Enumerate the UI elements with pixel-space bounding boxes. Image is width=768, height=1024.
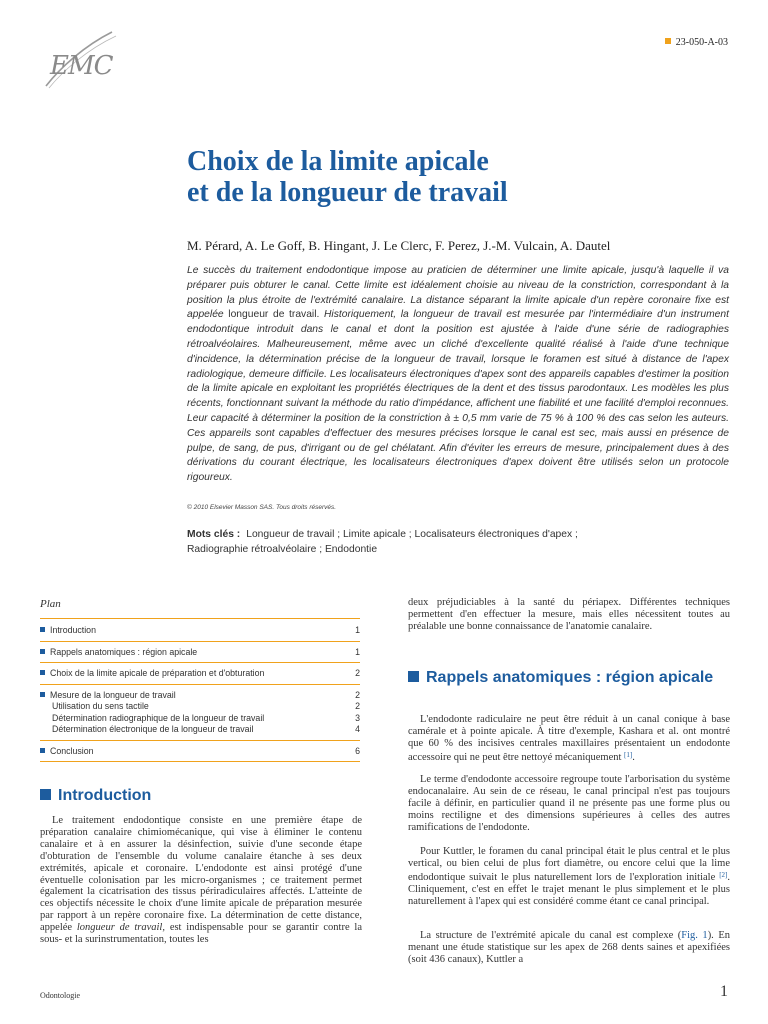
keywords (187, 527, 617, 557)
rappels-paragraph-2 (408, 774, 730, 834)
plan-item-page: 1 (355, 646, 360, 657)
article-reference (665, 37, 728, 48)
plan-subitem-label: Détermination radiographique de la longueur de travail (52, 712, 265, 723)
rappels-paragraph-1 (408, 714, 730, 764)
plan-subitem-page: 3 (355, 712, 360, 723)
abstract-term: longueur de travail. (228, 309, 320, 321)
orange-square-icon (665, 38, 671, 44)
plan-item-conclusion[interactable] (40, 745, 360, 763)
plan-item-rappels[interactable] (40, 646, 360, 664)
plan-item-page: 2 (355, 668, 360, 678)
plan-item-page: 2 (355, 689, 360, 700)
footer-section-name: Odontologie (40, 991, 80, 1000)
abstract-text-1: Le succès du traitement endodontique impose au praticien de déterminer une limite apicale, jusqu'à laquelle il va préparer puis obturer le canal. Cette limite est idéalement choisie au niveau de la constriction, correspondant à la position la plus étroite de l'extrémité canalaire. La distance séparant la limite apicale d'un repère coronaire fixe est appelée (187, 265, 729, 321)
plan-title: Plan (40, 598, 360, 619)
plan-list (40, 624, 360, 762)
plan-item-page: 6 (355, 745, 360, 756)
plan-subitem-page: 2 (355, 701, 360, 711)
emc-logo-graphic (40, 28, 120, 90)
rappels-p3-end: . Cliniquement, c'est en effet le trajet menant le plus simplement et le plus naturellement à l'apex qui est considéré comme étant ce canal principal. (408, 871, 731, 907)
introduction-text-1: Le traitement endodontique consiste en une première étape de préparation canalaire chimiomécanique, qui vise à éliminer le contenu canalaire et à en assurer la désinfection, suivie d'une seconde étape d'obturation de l'ensemble du volume canalaire étanche à ses deux extrémités, apicale et coronaire. L'endodonte est ainsi protégé d'une éventuelle colonisation par les micro-organismes ; ce traitement permet également la cicatrisation des tissus périradiculaires affectés. L'atteinte de ces objectifs nécessite le choix d'une limite apicale de préparation mesurée par rapport à un repère coronaire fixe. La détermination de cette distance, appelée (40, 815, 362, 934)
right-column-top-text: deux préjudiciables à la santé du périapex. Différentes techniques permettent d'en effectuer la mesure, mais elles nécessitent toutes au préalable une bonne connaissance de l'anatomie canalaire. (408, 597, 730, 632)
page-number: 1 (720, 983, 728, 1000)
introduction-text-2: est indispensable pour se garantir contre la sous- et la surinstrumentation, toutes les (40, 922, 363, 946)
blue-square-icon (40, 649, 45, 654)
rappels-p3-text: Pour Kuttler, le foramen du canal principal était le plus central et le plus vertical, ou bien celui de plus fort diamètre, ou encore celui que la lime endodontique suivait le plus naturellement lors de l'exploration initiale (408, 846, 730, 883)
rappels-heading-text: Rappels anatomiques : région apicale (426, 669, 714, 686)
rappels-p1-text: L'endodonte radiculaire ne peut être réduit à un canal conique à base camérale et à pointe apicale. À titre d'exemple, Kashara et al. ont montré que 60 % des incisives centrales maxillaires présentaient un endodonte accessoire qui ne peut être nettoyé mécaniquement (408, 714, 730, 763)
plan-item-page: 1 (355, 625, 360, 635)
copyright-notice: © 2010 Elsevier Masson SAS. Tous droits réservés. (187, 504, 337, 511)
rappels-p4-end: ). En menant une étude statistique sur les apex de 268 dents saines et apexifiées (soit 436 canaux), Kuttler a (408, 930, 730, 965)
introduction-heading (40, 786, 360, 806)
plan-item-label: Mesure de la longueur de travail (50, 689, 176, 700)
plan-item-label: Rappels anatomiques : région apicale (50, 646, 198, 657)
plan-subitem-label: Détermination électronique de la longueur de travail (52, 724, 254, 734)
citation-ref-2[interactable]: [2] (719, 870, 728, 879)
plan-item-label: Conclusion (50, 745, 94, 756)
rappels-paragraph-3 (408, 846, 730, 908)
figure-link[interactable]: Fig. 1 (681, 930, 708, 941)
blue-square-icon (40, 670, 45, 675)
title-line-2: et de la longueur de travail (187, 177, 508, 208)
plan-item-mesure[interactable] (40, 689, 360, 702)
plan-item-label: Choix de la limite apicale de préparation et d'obturation (50, 668, 265, 678)
plan-subitem-page: 4 (355, 724, 360, 734)
plan-subitem-radiographique[interactable] (40, 713, 360, 725)
blue-square-icon (40, 789, 51, 800)
plan-subitem-label: Utilisation du sens tactile (52, 701, 149, 711)
citation-ref-1[interactable]: [1] (624, 750, 633, 759)
plan-item-introduction[interactable] (40, 624, 360, 642)
svg-text:EMC: EMC (50, 51, 113, 81)
rappels-p2-text: Le terme d'endodonte accessoire regroupe toute l'arborisation du système endocanalaire. Au sein de ce réseau, le canal principal n'est pas toujours facile à définir, en particulier quand il ne présente pas une forme plus ou moins rectiligne et des dimensions supérieures à celles des autres ramifications de l'endodonte. (408, 774, 730, 833)
blue-square-icon (40, 627, 45, 632)
emc-logo (40, 28, 120, 90)
introduction-text (40, 815, 362, 946)
plan-group-mesure (40, 689, 360, 741)
blue-square-icon (408, 671, 419, 682)
keywords-list: Longueur de travail ; Limite apicale ; Localisateurs électroniques d'apex ; Radiographie rétroalvéolaire ; Endodontie (187, 529, 578, 555)
introduction-term: longueur de travail, (76, 922, 165, 934)
plan-subitem-electronique[interactable] (40, 724, 360, 736)
article-title (187, 146, 727, 208)
rappels-heading (408, 668, 730, 688)
blue-square-icon (40, 692, 45, 697)
keywords-label: Mots clés : (187, 529, 241, 540)
reference-code: 23-050-A-03 (675, 37, 728, 48)
abstract (187, 264, 729, 486)
plan-subitem-sens-tactile[interactable] (40, 701, 360, 713)
rappels-p1-end: . (632, 751, 635, 763)
rappels-p4-text: La structure de l'extrémité apicale du canal est complexe ( (420, 930, 682, 941)
author-list: M. Pérard, A. Le Goff, B. Hingant, J. Le Clerc, F. Perez, J.-M. Vulcain, A. Dautel (187, 238, 611, 253)
table-of-contents (40, 598, 360, 762)
plan-item-choix[interactable] (40, 667, 360, 685)
plan-item-label: Introduction (50, 625, 96, 635)
rappels-paragraph-4 (408, 930, 730, 966)
abstract-text-2: Historiquement, la longueur de travail est mesurée par l'intermédiaire d'un instrument endodontique introduit dans le canal et dont la position est ajustée à l'aide d'une série de radiographies rétroalvéolaires. Malheureusement, même avec un cliché d'excellente qualité réalisé à l'aide d'une technique d'incidence, la détermination précise de la longueur de travail, lorsque le foramen est situé à distance de l'apex radiologique, demeure difficile. Les localisateurs électroniques d'apex sont des appareils capables d'estimer la position de la limite apicale en exploitant les propriétés électriques de la dent et des tissus parodontaux. Les modèles les plus récents, fonctionnant suivant la méthode du ratio d'impédance, affichent une fiabilité et une facilité d'emploi reconnues. Leur capacité à déterminer la position de la constriction à ± 0,5 mm varie de 75 % à 100 % des cas selon les auteurs. Ces appareils sont capables d'effectuer des mesures précises lorsque le canal est sec, mais aussi en présence de pulpe, de sang, de pus, d'irrigant ou de gel chélatant. Afin d'éviter les erreurs de mesure, principalement dues à des dérivations du courant électrique, les localisateurs électroniques d'apex doivent être utilisés selon un protocole rigoureux. (187, 309, 729, 484)
introduction-heading-text: Introduction (58, 787, 152, 804)
title-line-1: Choix de la limite apicale (187, 146, 489, 177)
blue-square-icon (40, 748, 45, 753)
